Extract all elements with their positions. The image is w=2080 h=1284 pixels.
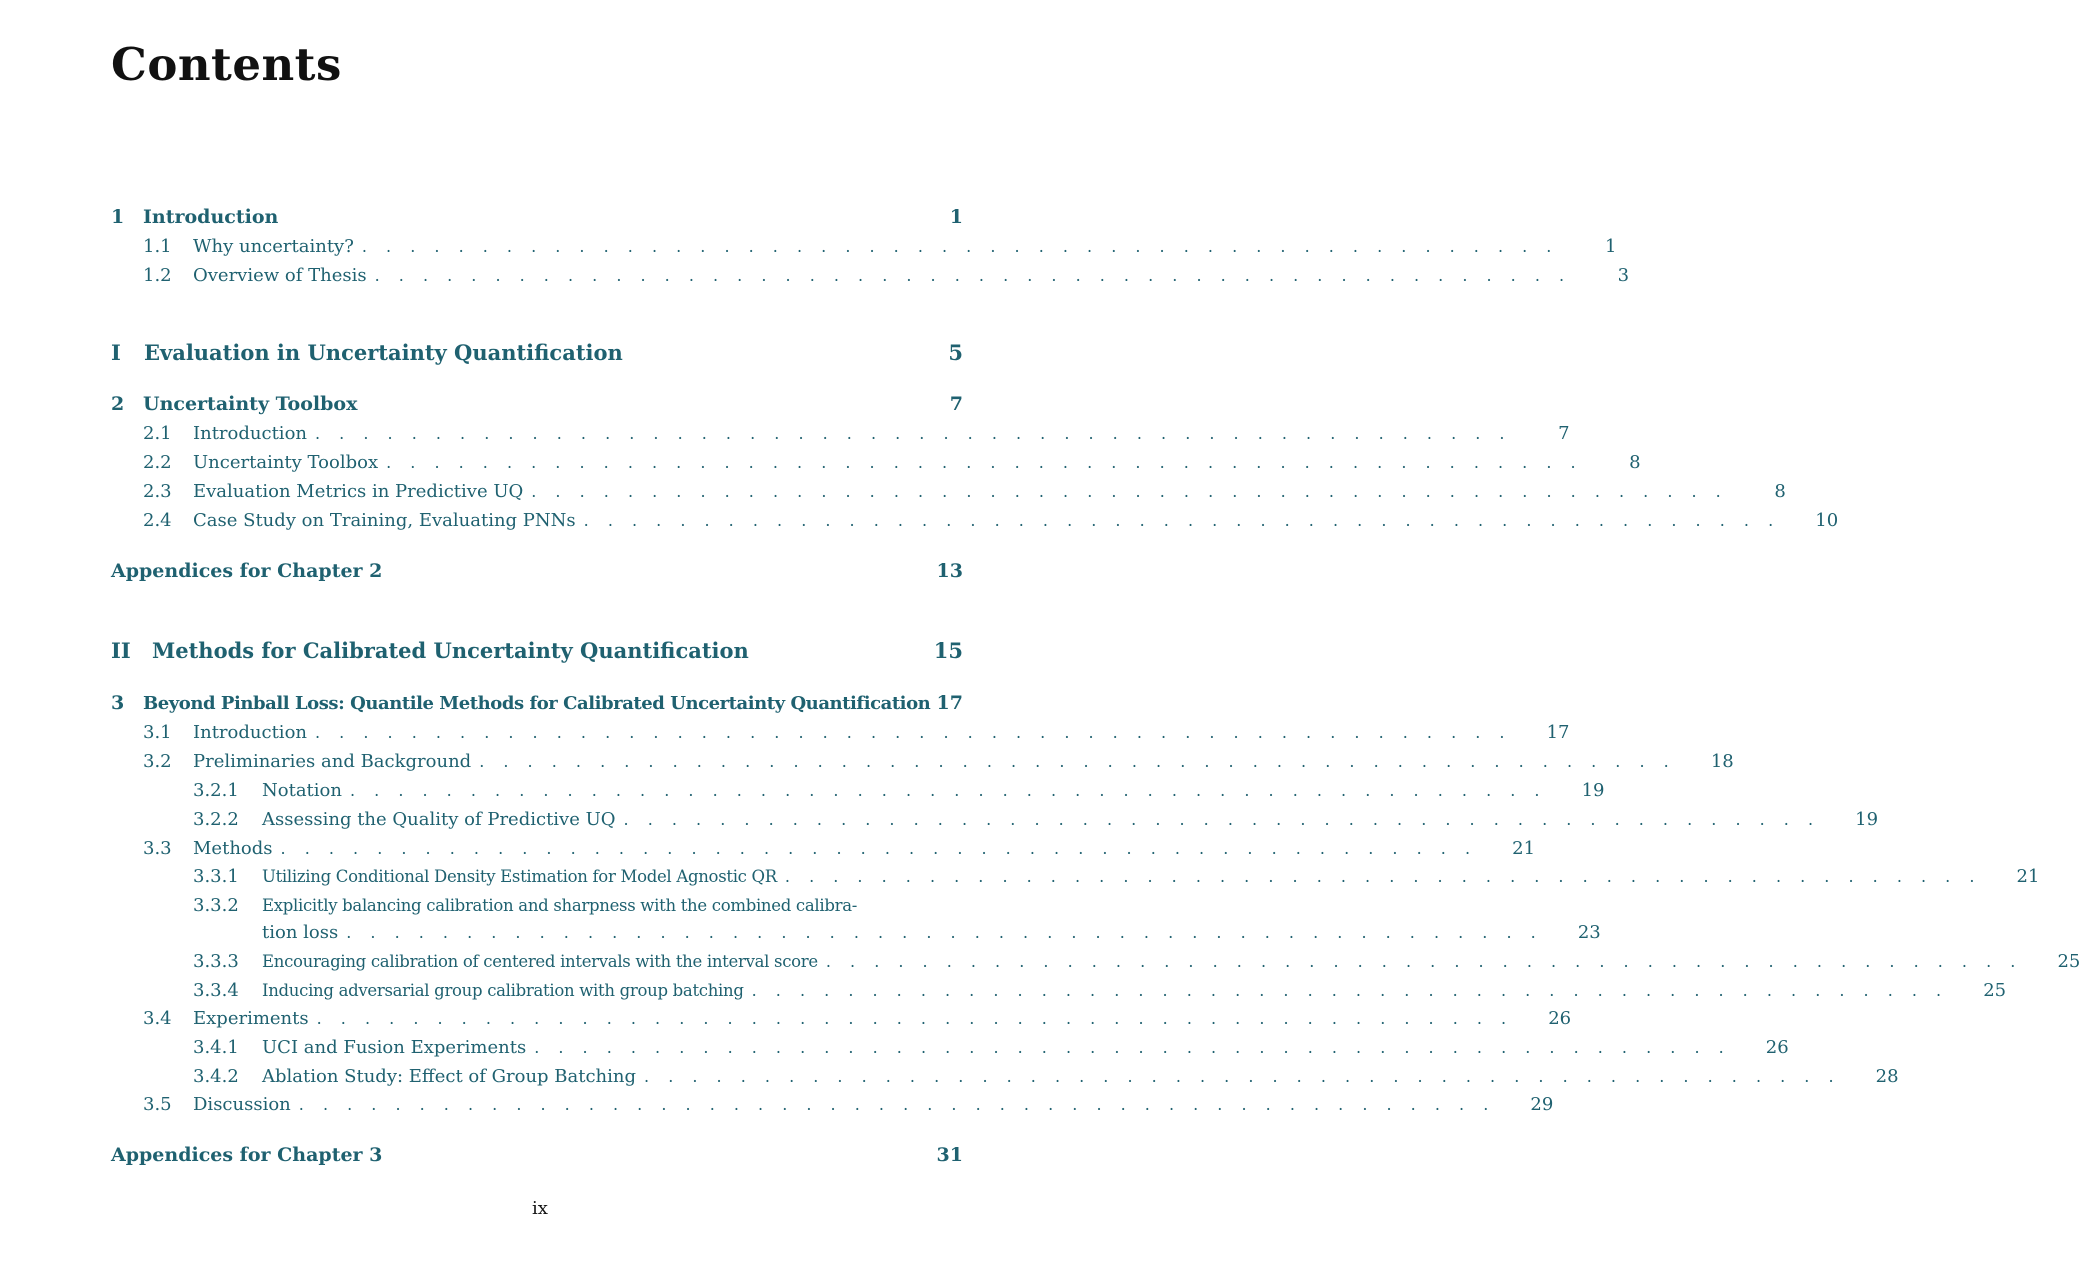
toc-entry-2-3[interactable] xyxy=(111,476,1786,506)
dot-leader: . . . . . . . . . . . . . . . . . . . . . . . . . . . . . . . . . . . . . . . . . . . . . . . . . . xyxy=(315,722,1512,742)
toc-entry-appendices-3[interactable] xyxy=(111,1140,963,1170)
toc-title: Appendices for Chapter 2 xyxy=(111,560,383,582)
toc-number: 3.3.1 xyxy=(193,865,239,887)
toc-entry-3-5[interactable] xyxy=(111,1089,1554,1119)
toc-page: 25 xyxy=(2057,950,2080,972)
toc-entry-chapter-1[interactable] xyxy=(111,202,963,232)
toc-entry-2-2[interactable] xyxy=(111,447,1641,477)
toc-number: 3.3 xyxy=(143,837,172,859)
toc-entry-3-2-1[interactable] xyxy=(111,775,1605,805)
toc-number: 3.4.1 xyxy=(193,1036,239,1058)
dot-leader: . . . . . . . . . . . . . . . . . . . . . . . . . . . . . . . . . . . . . . . . . . . . . . . . . . xyxy=(784,866,1982,886)
toc-number: 3.4 xyxy=(143,1007,172,1029)
toc-title: Preliminaries and Background xyxy=(193,750,472,772)
dot-leader: . . . . . . . . . . . . . . . . . . . . . . . . . . . . . . . . . . . . . . . . . . . . . . . . . . xyxy=(825,951,2023,971)
toc-page: 3 xyxy=(1617,264,1630,286)
dot-leader: . . . . . . . . . . . . . . . . . . . . . . . . . . . . . . . . . . . . . . . . . . . . . . . . . . xyxy=(479,751,1676,771)
toc-title: Introduction xyxy=(143,206,279,228)
toc-page: 26 xyxy=(1765,1036,1789,1058)
toc-number: 1.2 xyxy=(143,264,172,286)
toc-entry-2-1[interactable] xyxy=(111,418,1570,448)
dot-leader: . . . . . . . . . . . . . . . . . . . . . . . . . . . . . . . . . . . . . . . . . . . . . . . . . . xyxy=(386,452,1583,472)
toc-title: Introduction xyxy=(193,721,307,743)
toc-page: 26 xyxy=(1548,1007,1572,1029)
toc-entry-3-3-3[interactable] xyxy=(111,946,2080,976)
toc-number: 3.2 xyxy=(143,750,172,772)
dot-leader: . . . . . . . . . . . . . . . . . . . . . . . . . . . . . . . . . . . . . . . . . . . . . . . . . . xyxy=(644,1066,1841,1086)
toc-entry-3-4-2[interactable] xyxy=(111,1061,1899,1091)
toc-number: 2.1 xyxy=(143,422,172,444)
toc-title: Overview of Thesis xyxy=(193,264,367,286)
toc-number: II xyxy=(111,637,131,663)
dot-leader: . . . . . . . . . . . . . . . . . . . . . . . . . . . . . . . . . . . . . . . . . . . . . . . . . . xyxy=(280,838,1478,858)
toc-title-continued: tion loss xyxy=(262,921,339,943)
toc-page: 19 xyxy=(1855,808,1879,830)
toc-title: Assessing the Quality of Predictive UQ xyxy=(262,808,616,830)
toc-title: Methods xyxy=(193,837,273,859)
toc-entry-3-3-2[interactable] xyxy=(111,890,963,920)
toc-title: Utilizing Conditional Density Estimation for Model Agnostic QR xyxy=(262,866,777,886)
dot-leader: . . . . . . . . . . . . . . . . . . . . . . . . . . . . . . . . . . . . . . . . . . . . . . . . . . xyxy=(374,265,1572,285)
toc-page: 25 xyxy=(1983,979,2007,1001)
toc-page: 15 xyxy=(933,637,963,663)
toc-entry-3-3-4[interactable] xyxy=(111,975,2007,1005)
dot-leader: . . . . . . . . . . . . . . . . . . . . . . . . . . . . . . . . . . . . . . . . . . . . . . . . . . xyxy=(583,510,1781,530)
toc-number: 3.2.1 xyxy=(193,779,239,801)
toc-number: 3.4.2 xyxy=(193,1065,239,1087)
toc-entry-part-2[interactable] xyxy=(111,635,963,665)
toc-title: Beyond Pinball Loss: Quantile Methods for Calibrated Uncertainty Quantification xyxy=(143,692,931,714)
toc-entry-3-2[interactable] xyxy=(111,746,1734,776)
toc-page: 29 xyxy=(1530,1093,1554,1115)
toc-entry-chapter-3[interactable] xyxy=(111,688,963,718)
toc-entry-3-4[interactable] xyxy=(111,1003,1572,1033)
toc-page: 1 xyxy=(949,206,963,228)
toc-title: Ablation Study: Effect of Group Batching xyxy=(262,1065,637,1087)
toc-title: UCI and Fusion Experiments xyxy=(262,1036,527,1058)
toc-number: 3.2.2 xyxy=(193,808,239,830)
toc-page: 21 xyxy=(2016,865,2040,887)
toc-title: Inducing adversarial group calibration with group batching xyxy=(262,980,744,1000)
toc-title: Discussion xyxy=(193,1093,291,1115)
toc-title: Why uncertainty? xyxy=(193,235,354,257)
toc-entry-3-3-2-continued[interactable] xyxy=(111,917,1601,947)
dot-leader: . . . . . . . . . . . . . . . . . . . . . . . . . . . . . . . . . . . . . . . . . . . . . . . . . . xyxy=(623,809,1821,829)
toc-title: Explicitly balancing calibration and sharpness with the combined calibra- xyxy=(262,895,858,915)
toc-entry-3-4-1[interactable] xyxy=(111,1032,1789,1062)
toc-page: 18 xyxy=(1710,750,1734,772)
toc-number: 3.5 xyxy=(143,1093,172,1115)
toc-entry-3-2-2[interactable] xyxy=(111,804,1879,834)
dot-leader: . . . . . . . . . . . . . . . . . . . . . . . . . . . . . . . . . . . . . . . . . . . . . . . . . . xyxy=(534,1037,1731,1057)
toc-number: 2.2 xyxy=(143,451,172,473)
toc-page: 1 xyxy=(1604,235,1617,257)
toc-entry-1-2[interactable] xyxy=(111,260,1630,290)
toc-entry-3-1[interactable] xyxy=(111,717,1570,747)
toc-page: 8 xyxy=(1774,480,1786,502)
toc-page: 17 xyxy=(1546,721,1570,743)
page-number: ix xyxy=(532,1198,548,1219)
toc-title: Evaluation Metrics in Predictive UQ xyxy=(193,480,524,502)
toc-page: 8 xyxy=(1629,451,1641,473)
dot-leader: . . . . . . . . . . . . . . . . . . . . . . . . . . . . . . . . . . . . . . . . . . . . . . . . . . xyxy=(531,481,1728,501)
toc-page: 7 xyxy=(1558,422,1570,444)
toc-page: 19 xyxy=(1581,779,1605,801)
toc-title: Evaluation in Uncertainty Quantification xyxy=(144,339,623,365)
dot-leader: . . . . . . . . . . . . . . . . . . . . . . . . . . . . . . . . . . . . . . . . . . . . . . . . . . xyxy=(298,1094,1496,1114)
dot-leader: . . . . . . . . . . . . . . . . . . . . . . . . . . . . . . . . . . . . . . . . . . . . . . . . . . xyxy=(751,980,1949,1000)
toc-title: Encouraging calibration of centered intervals with the interval score xyxy=(262,951,818,971)
toc-page: 13 xyxy=(936,560,963,582)
toc-title: Experiments xyxy=(193,1007,309,1029)
toc-number: 2.3 xyxy=(143,480,172,502)
toc-title: Introduction xyxy=(193,422,307,444)
toc-title: Uncertainty Toolbox xyxy=(143,393,358,415)
dot-leader: . . . . . . . . . . . . . . . . . . . . . . . . . . . . . . . . . . . . . . . . . . . . . . . . . . xyxy=(316,1008,1514,1028)
toc-title: Notation xyxy=(262,779,342,801)
toc-number: 1.1 xyxy=(143,235,172,257)
toc-page: 23 xyxy=(1577,921,1601,943)
toc-entry-1-1[interactable] xyxy=(111,231,1617,261)
toc-number: 3.3.4 xyxy=(193,979,239,1001)
toc-entry-3-3-1[interactable] xyxy=(111,861,2040,891)
toc-entry-appendices-2[interactable] xyxy=(111,556,963,586)
toc-page: 21 xyxy=(1512,837,1536,859)
dot-leader: . . . . . . . . . . . . . . . . . . . . . . . . . . . . . . . . . . . . . . . . . . . . . . . . . . xyxy=(349,780,1547,800)
toc-page: 5 xyxy=(948,339,963,365)
toc-number: 3.1 xyxy=(143,721,172,743)
toc-title: Case Study on Training, Evaluating PNNs xyxy=(193,509,576,531)
toc-title: Methods for Calibrated Uncertainty Quantification xyxy=(152,637,749,663)
toc-title: Appendices for Chapter 3 xyxy=(111,1144,383,1166)
page-title: Contents xyxy=(111,38,342,91)
toc-page: 7 xyxy=(949,393,963,415)
toc-number: 2 xyxy=(111,393,125,415)
toc-page: 31 xyxy=(936,1144,963,1166)
toc-number: 3 xyxy=(111,692,125,714)
toc-entry-chapter-2[interactable] xyxy=(111,389,963,419)
toc-number: 3.3.2 xyxy=(193,894,239,916)
dot-leader: . . . . . . . . . . . . . . . . . . . . . . . . . . . . . . . . . . . . . . . . . . . . . . . . . . xyxy=(315,423,1512,443)
toc-entry-3-3[interactable] xyxy=(111,833,1536,863)
toc-number: 2.4 xyxy=(143,509,172,531)
toc-page: 28 xyxy=(1875,1065,1899,1087)
toc-entry-2-4[interactable] xyxy=(111,505,1839,535)
dot-leader: . . . . . . . . . . . . . . . . . . . . . . . . . . . . . . . . . . . . . . . . . . . . . . . . . . xyxy=(346,922,1543,942)
toc-number: I xyxy=(111,339,121,365)
toc-number: 1 xyxy=(111,206,125,228)
dot-leader: . . . . . . . . . . . . . . . . . . . . . . . . . . . . . . . . . . . . . . . . . . . . . . . . . . xyxy=(361,236,1559,256)
toc-page: 17 xyxy=(936,692,963,714)
toc-entry-part-1[interactable] xyxy=(111,337,963,367)
toc-title: Uncertainty Toolbox xyxy=(193,451,379,473)
toc-number: 3.3.3 xyxy=(193,950,239,972)
toc-page: 10 xyxy=(1815,509,1839,531)
